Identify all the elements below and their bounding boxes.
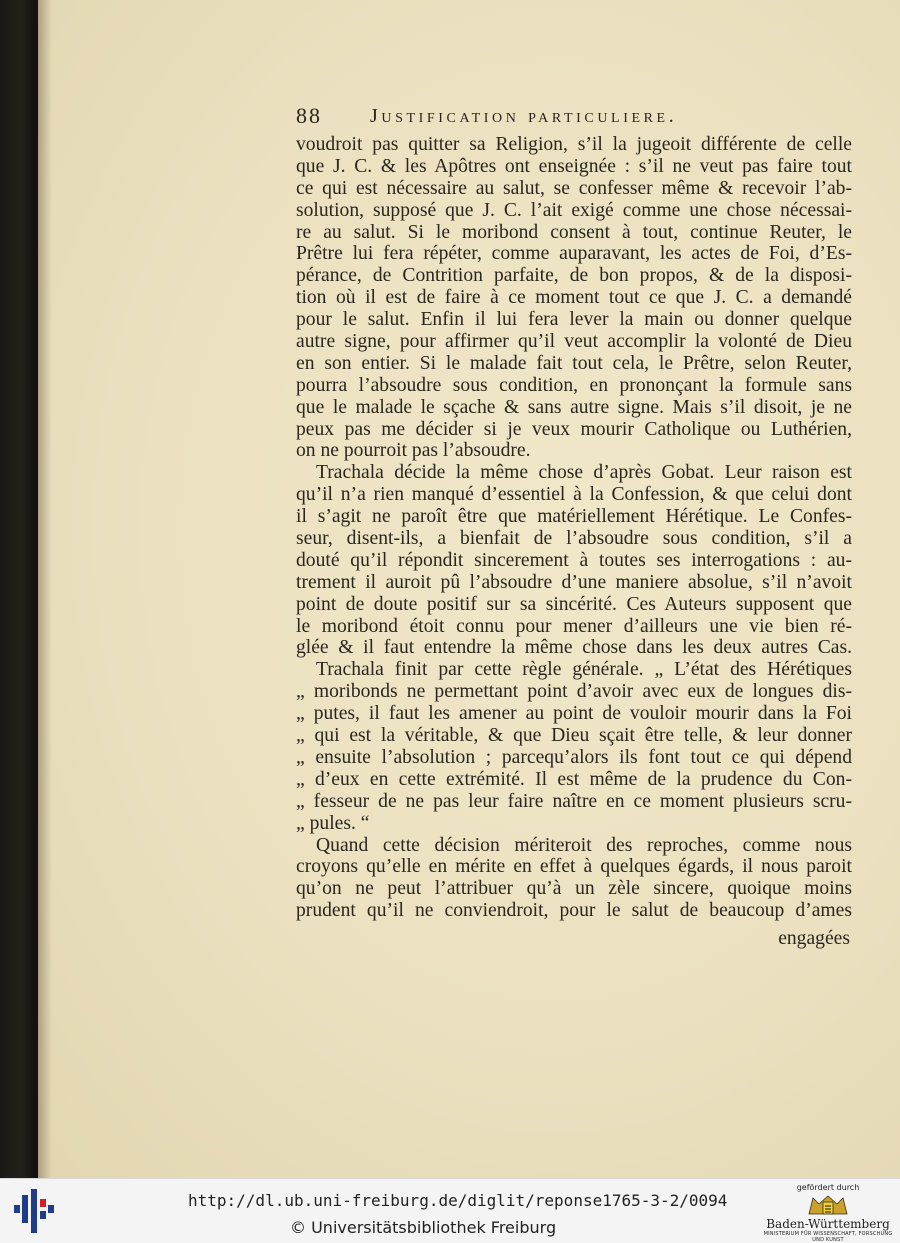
text-line: „ pules. “ <box>296 812 370 834</box>
text-line: „ qui est la véritable, & que Dieu sçait être telle, & leur donner <box>296 725 852 747</box>
text-line: Trachala décide la même chose d’après Gobat. Leur raison est <box>316 462 852 484</box>
permalink-url[interactable]: http://dl.ub.uni-freiburg.de/diglit/reponse1765-3-2/0094 <box>188 1191 728 1210</box>
page-gutter-shadow <box>38 0 52 1178</box>
text-line: Prêtre lui fera répéter, comme auparavant, les actes de Foi, d’Es- <box>296 243 852 265</box>
text-line: Trachala finit par cette règle générale. „ L’état des Hérétiques <box>316 659 852 681</box>
running-title: Justification particuliere. <box>370 105 678 127</box>
text-line: pérance, de Contrition parfaite, de bon propos, & de la disposi- <box>296 265 852 287</box>
page-header <box>296 103 856 133</box>
text-line: point de doute positif sur sa sincérité. Ces Auteurs supposent que <box>296 593 852 615</box>
text-line: „ d’eux en cette extrémité. Il est même de la prudence du Con- <box>296 768 852 790</box>
text-line: que le malade le sçache & sans autre signe. Mais s’il disoit, je ne <box>296 396 852 418</box>
text-line: „ moribonds ne permettant point d’avoir avec eux de longues dis- <box>296 681 852 703</box>
text-line: „ ensuite l’absolution ; parcequ’alors ils font tout ce qui dépend <box>296 746 852 768</box>
text-line: douté qu’il répondit sincerement à toutes ses interrogations : au- <box>296 549 852 571</box>
text-line: peux pas me décider si je veux mourir Catholique ou Luthérien, <box>296 418 852 440</box>
funder-ministry: MINISTERIUM FÜR WISSENSCHAFT, FORSCHUNG UND KUNST <box>763 1231 893 1243</box>
baden-wuerttemberg-crest-icon <box>805 1194 851 1216</box>
body-text <box>296 134 852 922</box>
text-line: pour le salut. Enfin il lui fera lever la main ou donner quelque <box>296 309 852 331</box>
viewer-footer <box>0 1178 900 1243</box>
funder-label: gefördert durch <box>796 1183 860 1192</box>
text-line: tion où il est de faire à ce moment tout ce que J. C. a demandé <box>296 287 852 309</box>
text-line: en son entier. Si le malade fait tout cela, le Prêtre, selon Reuter, <box>296 352 852 374</box>
copyright-notice: © Universitätsbibliothek Freiburg <box>290 1218 557 1237</box>
text-line: glée & il faut entendre la même chose dans les deux autres Cas. <box>296 637 852 659</box>
text-line: qu’on ne peut l’attribuer qu’à un zèle sincere, quoique moins <box>296 878 852 900</box>
page-number: 88 <box>296 103 322 128</box>
text-line: qu’il n’a rien manqué d’essentiel à la Confession, & que celui dont <box>296 484 852 506</box>
text-line: voudroit pas quitter sa Religion, s’il la jugeoit différente de celle <box>296 134 852 155</box>
text-line: „ fesseur de ne pas leur faire naître en ce moment plusieurs scru- <box>296 790 852 812</box>
text-line: seur, disent-ils, a bienfait de l’absoudre sous condition, s’il a <box>296 528 852 550</box>
text-line: re au salut. Si le moribond consent à tout, continue Reuter, le <box>296 221 852 243</box>
text-line: le moribond étoit connu pour mener d’ailleurs une vie bien ré- <box>296 615 852 637</box>
text-line: prudent qu’il ne conviendroit, pour le salut de beaucoup d’ames <box>296 900 852 922</box>
funder-badge <box>758 1182 898 1242</box>
text-line: autre signe, pour affirmer qu’il veut accomplir la volonté de Dieu <box>296 331 852 353</box>
university-library-logo-icon <box>12 1189 56 1233</box>
text-line: pourra l’absoudre sous condition, en prononçant la formule sans <box>296 374 852 396</box>
text-line: Quand cette décision mériteroit des reproches, comme nous <box>316 834 852 856</box>
text-line: trement il auroit pû l’absoudre d’une maniere absolue, s’il n’avoit <box>296 571 852 593</box>
text-line: il s’agit ne paroît être que matériellement Hérétique. Le Confes- <box>296 506 852 528</box>
funder-name: Baden-Württemberg <box>766 1217 890 1231</box>
text-line: solution, supposé que J. C. l’ait exigé comme une chose nécessai- <box>296 199 852 221</box>
text-line: „ putes, il faut les amener au point de vouloir mourir dans la Foi <box>296 703 852 725</box>
catchword: engagées <box>778 928 850 949</box>
text-line: croyons qu’elle en mérite en effet à quelques égards, il nous paroit <box>296 856 852 878</box>
text-line: que J. C. & les Apôtres ont enseignée : s’il ne veut pas faire tout <box>296 155 852 177</box>
text-line: on ne pourroit pas l’absoudre. <box>296 440 531 462</box>
text-line: ce qui est nécessaire au salut, se confesser même & recevoir l’ab- <box>296 177 852 199</box>
